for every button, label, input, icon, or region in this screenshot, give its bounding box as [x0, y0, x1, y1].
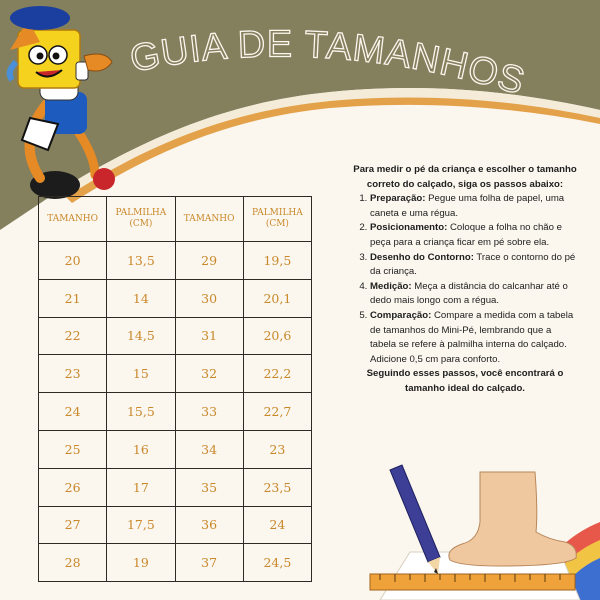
table-cell: 20 — [39, 242, 107, 280]
table-cell: 17,5 — [107, 506, 175, 544]
table-cell: 16 — [107, 430, 175, 468]
step-item — [370, 251, 580, 280]
step-label: Comparação: — [370, 309, 432, 321]
table-cell: 15,5 — [107, 393, 175, 431]
step-item — [370, 192, 580, 221]
foot-measuring-icon — [350, 462, 600, 600]
table-cell: 34 — [175, 430, 243, 468]
table-row — [39, 242, 312, 280]
table-cell: 25 — [39, 430, 107, 468]
step-label: Desenho do Contorno: — [370, 251, 474, 263]
header-tamanho-2: TAMANHO — [175, 197, 243, 242]
svg-text:GUIA DE TAMANHOS — [128, 24, 530, 104]
instructions-outro: Seguindo esses passos, você encontrará o tamanho ideal do calçado. — [366, 368, 564, 394]
table-cell: 37 — [175, 544, 243, 582]
instructions-steps — [350, 192, 580, 367]
table-cell: 19,5 — [243, 242, 311, 280]
table-cell: 29 — [175, 242, 243, 280]
instructions-panel — [350, 163, 580, 397]
table-cell: 22 — [39, 317, 107, 355]
table-cell: 20,6 — [243, 317, 311, 355]
table-cell: 26 — [39, 468, 107, 506]
table-cell: 27 — [39, 506, 107, 544]
table-row — [39, 393, 312, 431]
table-cell: 36 — [175, 506, 243, 544]
page-title — [128, 20, 548, 110]
table-cell: 19 — [107, 544, 175, 582]
table-cell: 35 — [175, 468, 243, 506]
step-label: Posicionamento: — [370, 222, 448, 234]
table-row — [39, 506, 312, 544]
table-cell: 24,5 — [243, 544, 311, 582]
table-cell: 23 — [243, 430, 311, 468]
size-table — [38, 196, 312, 582]
header-palmilha-2: PALMILHA (CM) — [243, 197, 311, 242]
table-cell: 15 — [107, 355, 175, 393]
table-row — [39, 430, 312, 468]
table-cell: 17 — [107, 468, 175, 506]
step-label: Preparação: — [370, 193, 426, 205]
table-cell: 24 — [243, 506, 311, 544]
instructions-intro: Para medir o pé da criança e escolher o tamanho correto do calçado, siga os passos abaixo: — [353, 164, 577, 190]
step-text: Compare a medida com a tabela de tamanhos do Mini-Pé, lembrando que a tabela se refere à palmilha interna do calçado. Adicione 0,5 cm para conforto. — [370, 309, 574, 365]
table-row — [39, 355, 312, 393]
table-cell: 13,5 — [107, 242, 175, 280]
step-label: Medição: — [370, 280, 412, 292]
table-row — [39, 279, 312, 317]
step-item — [370, 221, 580, 250]
table-cell: 23,5 — [243, 468, 311, 506]
table-row — [39, 544, 312, 582]
step-text: Meça a distância do calcanhar até o dedo mais longo com a régua. — [370, 280, 568, 307]
table-cell: 28 — [39, 544, 107, 582]
table-cell: 33 — [175, 393, 243, 431]
table-cell: 22,7 — [243, 393, 311, 431]
table-cell: 24 — [39, 393, 107, 431]
ruler-icon — [370, 574, 575, 590]
step-text: Coloque a folha no chão e peça para a criança ficar em pé sobre ela. — [370, 222, 562, 248]
table-cell: 21 — [39, 279, 107, 317]
table-cell: 14 — [107, 279, 175, 317]
table-cell: 14,5 — [107, 317, 175, 355]
title-text: GUIA DE TAMANHOS — [128, 23, 530, 104]
table-cell: 22,2 — [243, 355, 311, 393]
table-cell: 31 — [175, 317, 243, 355]
step-text: Pegue uma folha de papel, uma caneta e uma régua. — [370, 193, 565, 219]
step-item — [370, 309, 580, 367]
table-header-row — [39, 197, 312, 242]
header-palmilha-1: PALMILHA (CM) — [107, 197, 175, 242]
header-tamanho-1: TAMANHO — [39, 197, 107, 242]
table-row — [39, 317, 312, 355]
table-row — [39, 468, 312, 506]
step-text: Trace o contorno do pé da criança. — [370, 251, 576, 278]
table-cell: 30 — [175, 279, 243, 317]
table-cell: 32 — [175, 355, 243, 393]
step-item — [370, 280, 580, 309]
table-cell: 23 — [39, 355, 107, 393]
table-cell: 20,1 — [243, 279, 311, 317]
cartoon-tiger-mascot-icon — [0, 0, 135, 205]
